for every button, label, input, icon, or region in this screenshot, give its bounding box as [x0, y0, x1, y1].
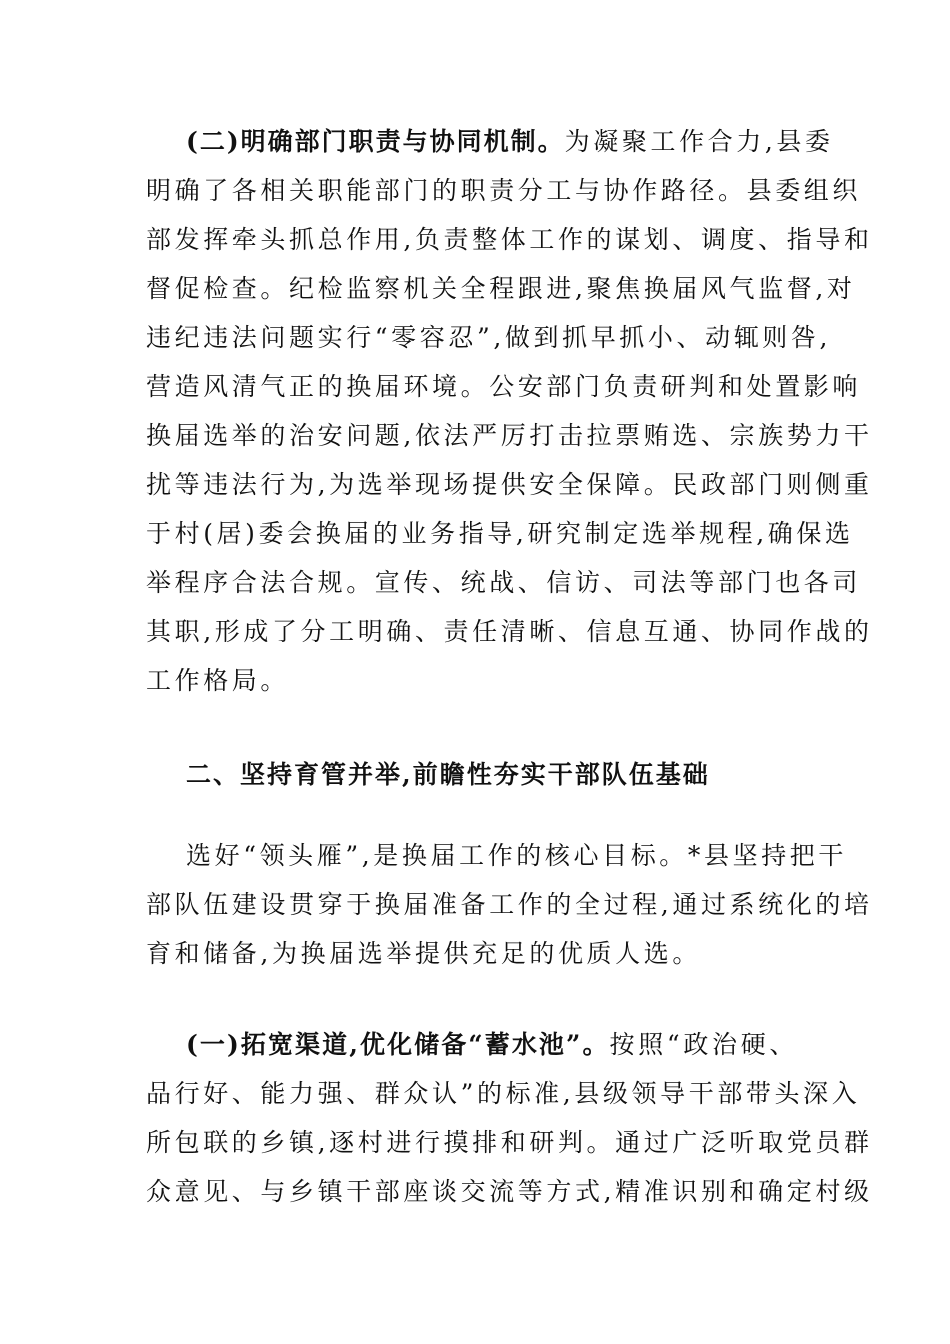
paragraph-line: 扰等违法行为,为选举现场提供安全保障。民政部门则侧重 [146, 470, 873, 499]
paragraph-line: 督促检查。纪检监察机关全程跟进,聚焦换届风气监督,对 [146, 274, 856, 303]
paragraph-line: 换届选举的治安问题,依法严厉打击拉票贿选、宗族势力干 [146, 421, 873, 450]
paragraph-line: 所包联的乡镇,逐村进行摸排和研判。通过广泛听取党员群 [146, 1128, 873, 1157]
paragraph-line: (一)拓宽渠道,优化储备“蓄水池”。按照“政治硬、 [186, 1030, 799, 1059]
subsection-title: (一)拓宽渠道,优化储备“蓄水池”。 [186, 1030, 610, 1059]
paragraph-line: 品行好、能力强、群众认”的标准,县级领导干部带头深入 [146, 1079, 861, 1108]
paragraph-line: 明确了各相关职能部门的职责分工与协作路径。县委组织 [146, 176, 862, 205]
paragraph-line: 举程序合法合规。宣传、统战、信访、司法等部门也各司 [146, 568, 862, 597]
paragraph-line: 工作格局。 [146, 666, 290, 695]
subsection-title: (二)明确部门职责与协同机制。 [186, 127, 565, 156]
section-heading: 二、坚持育管并举,前瞻性夯实干部队伍基础 [186, 760, 710, 789]
paragraph-line: 于村(居)委会换届的业务指导,研究制定选举规程,确保选 [146, 519, 854, 548]
paragraph-line: 部发挥牵头抓总作用,负责整体工作的谋划、调度、指导和 [146, 225, 873, 254]
paragraph-line: 其职,形成了分工明确、责任清晰、信息互通、协同作战的 [146, 617, 873, 646]
paragraph-line: (二)明确部门职责与协同机制。为凝聚工作合力,县委 [186, 127, 834, 156]
paragraph-line: 违纪违法问题实行“零容忍”,做到抓早抓小、动辄则咎, [146, 323, 832, 352]
paragraph-line: 部队伍建设贯穿于换届准备工作的全过程,通过系统化的培 [146, 890, 873, 919]
paragraph-line: 营造风清气正的换届环境。公安部门负责研判和处置影响 [146, 372, 862, 401]
paragraph-line: 众意见、与乡镇干部座谈交流等方式,精准识别和确定村级 [146, 1177, 873, 1206]
paragraph-line: 选好“领头雁”,是换届工作的核心目标。*县坚持把干 [186, 841, 848, 870]
paragraph-line: 育和储备,为换届选举提供充足的优质人选。 [146, 939, 701, 968]
